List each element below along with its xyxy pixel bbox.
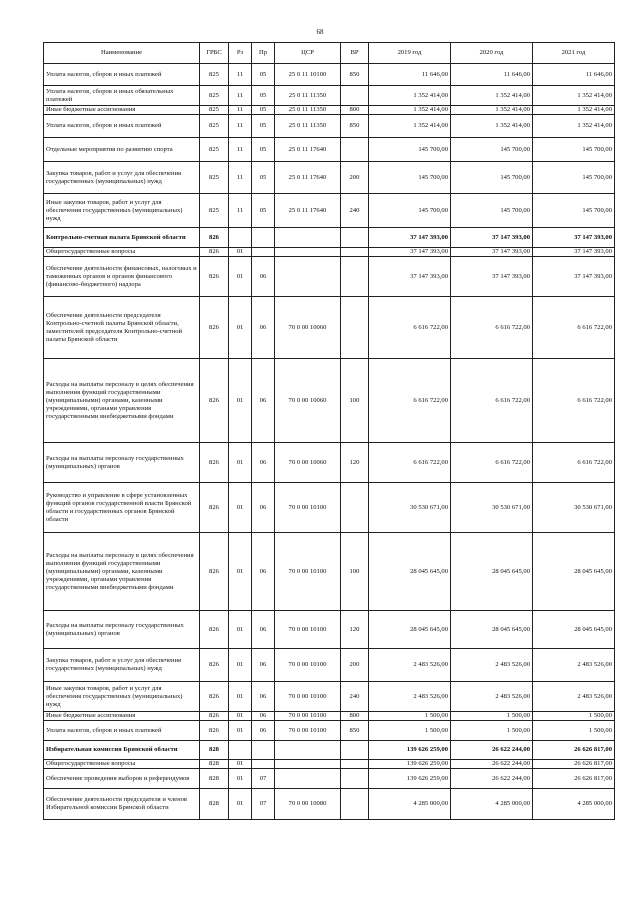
cell-grbs: 826 (200, 712, 229, 721)
cell-2019: 139 626 259,00 (369, 769, 451, 789)
cell-2020: 28 045 645,00 (451, 611, 533, 649)
cell-pr: 06 (252, 682, 275, 712)
cell-csr: 25 0 11 17640 (275, 162, 341, 194)
table-row (44, 138, 615, 162)
cell-vr (341, 483, 369, 533)
header-rz: Рз (229, 43, 252, 64)
cell-name: Уплата налогов, сборов и иных платежей (44, 115, 200, 138)
cell-2020: 1 352 414,00 (451, 106, 533, 115)
cell-2019: 30 530 671,00 (369, 483, 451, 533)
table-row (44, 789, 615, 820)
cell-2021: 37 147 393,00 (533, 257, 615, 297)
cell-name: Расходы на выплаты персоналу государственных (муниципальных) органов (44, 611, 200, 649)
cell-vr (341, 86, 369, 106)
cell-grbs: 826 (200, 533, 229, 611)
cell-2021: 37 147 393,00 (533, 228, 615, 248)
cell-pr (252, 760, 275, 769)
table-row (44, 712, 615, 721)
cell-2019: 1 352 414,00 (369, 115, 451, 138)
cell-rz: 01 (229, 649, 252, 682)
cell-name: Отдельные мероприятия по развитию спорта (44, 138, 200, 162)
cell-name: Уплата налогов, сборов и иных обязательных платежей (44, 86, 200, 106)
cell-2021: 26 626 817,00 (533, 760, 615, 769)
cell-csr: 25 0 11 11350 (275, 115, 341, 138)
cell-rz: 01 (229, 789, 252, 820)
cell-name: Контрольно-счетная палата Брянской области (44, 228, 200, 248)
cell-vr: 120 (341, 443, 369, 483)
table-body (44, 64, 615, 820)
cell-name: Иные бюджетные ассигнования (44, 712, 200, 721)
cell-rz: 01 (229, 359, 252, 443)
cell-vr: 100 (341, 533, 369, 611)
table-row (44, 248, 615, 257)
table-row (44, 483, 615, 533)
cell-rz: 01 (229, 760, 252, 769)
cell-rz: 11 (229, 115, 252, 138)
cell-grbs: 826 (200, 611, 229, 649)
cell-pr: 06 (252, 483, 275, 533)
cell-pr: 06 (252, 359, 275, 443)
cell-2020: 145 700,00 (451, 138, 533, 162)
cell-pr: 06 (252, 297, 275, 359)
cell-grbs: 828 (200, 741, 229, 760)
cell-name: Обеспечение деятельности председателя Контрольно-счетной палаты Брянской области, заместителей председателя Контрольно-счетной палаты Брянской области (44, 297, 200, 359)
cell-2021: 26 626 817,00 (533, 769, 615, 789)
table-row (44, 359, 615, 443)
cell-vr: 850 (341, 64, 369, 86)
cell-csr: 25 0 11 17640 (275, 194, 341, 228)
cell-csr: 70 0 00 10100 (275, 712, 341, 721)
table-row (44, 611, 615, 649)
cell-2019: 1 352 414,00 (369, 86, 451, 106)
cell-2021: 145 700,00 (533, 162, 615, 194)
cell-csr (275, 769, 341, 789)
cell-csr (275, 228, 341, 248)
cell-name: Расходы на выплаты персоналу в целях обеспечения выполнения функций государственными (муниципальными) органами, казенными учреждениями, органами управления государственными внебюджетными фондами (44, 533, 200, 611)
header-pr: Пр (252, 43, 275, 64)
cell-2020: 26 622 244,00 (451, 760, 533, 769)
cell-rz: 01 (229, 721, 252, 741)
cell-vr (341, 297, 369, 359)
cell-2020: 2 483 526,00 (451, 649, 533, 682)
cell-name: Обеспечение деятельности финансовых, налоговых и таможенных органов и органов финансового (финансово-бюджетного) надзора (44, 257, 200, 297)
cell-2019: 6 616 722,00 (369, 443, 451, 483)
cell-pr: 05 (252, 106, 275, 115)
cell-name: Иные закупки товаров, работ и услуг для обеспечения государственных (муниципальных) нужд (44, 194, 200, 228)
cell-csr (275, 760, 341, 769)
cell-csr: 70 0 00 10100 (275, 611, 341, 649)
cell-2020: 1 352 414,00 (451, 86, 533, 106)
cell-2020: 1 352 414,00 (451, 115, 533, 138)
cell-vr: 120 (341, 611, 369, 649)
cell-2021: 1 352 414,00 (533, 115, 615, 138)
cell-vr: 800 (341, 712, 369, 721)
table-row (44, 649, 615, 682)
header-2020: 2020 год (451, 43, 533, 64)
header-2019: 2019 год (369, 43, 451, 64)
cell-2020: 11 646,00 (451, 64, 533, 86)
cell-csr (275, 257, 341, 297)
cell-grbs: 828 (200, 760, 229, 769)
cell-2021: 2 483 526,00 (533, 682, 615, 712)
cell-grbs: 825 (200, 138, 229, 162)
cell-2020: 145 700,00 (451, 162, 533, 194)
cell-vr: 200 (341, 162, 369, 194)
cell-rz: 01 (229, 248, 252, 257)
cell-2021: 30 530 671,00 (533, 483, 615, 533)
cell-2019: 28 045 645,00 (369, 533, 451, 611)
cell-pr: 06 (252, 611, 275, 649)
cell-2021: 145 700,00 (533, 194, 615, 228)
cell-grbs: 828 (200, 789, 229, 820)
cell-rz: 01 (229, 443, 252, 483)
cell-pr: 05 (252, 115, 275, 138)
cell-2019: 6 616 722,00 (369, 297, 451, 359)
cell-pr (252, 228, 275, 248)
cell-2021: 2 483 526,00 (533, 649, 615, 682)
cell-2020: 37 147 393,00 (451, 257, 533, 297)
table-row (44, 769, 615, 789)
cell-csr: 70 0 00 10100 (275, 483, 341, 533)
cell-rz: 11 (229, 138, 252, 162)
cell-2019: 2 483 526,00 (369, 682, 451, 712)
cell-rz: 01 (229, 682, 252, 712)
cell-name: Закупка товаров, работ и услуг для обеспечения государственных (муниципальных) нужд (44, 649, 200, 682)
cell-2021: 37 147 393,00 (533, 248, 615, 257)
cell-grbs: 826 (200, 297, 229, 359)
cell-csr: 70 0 00 10060 (275, 297, 341, 359)
cell-name: Руководство и управление в сфере установленных функций органов государственной власти Брянской области и государственных органов Брянской области (44, 483, 200, 533)
cell-name: Избирательная комиссия Брянской области (44, 741, 200, 760)
cell-vr: 100 (341, 359, 369, 443)
cell-2020: 37 147 393,00 (451, 248, 533, 257)
cell-vr: 240 (341, 194, 369, 228)
cell-grbs: 826 (200, 483, 229, 533)
table-row (44, 741, 615, 760)
cell-pr: 07 (252, 789, 275, 820)
cell-2019: 37 147 393,00 (369, 257, 451, 297)
cell-rz: 11 (229, 194, 252, 228)
cell-rz: 01 (229, 257, 252, 297)
cell-pr: 06 (252, 257, 275, 297)
cell-2021: 6 616 722,00 (533, 443, 615, 483)
cell-2020: 2 483 526,00 (451, 682, 533, 712)
table-row (44, 115, 615, 138)
cell-grbs: 826 (200, 443, 229, 483)
cell-2021: 11 646,00 (533, 64, 615, 86)
cell-name: Обеспечение деятельности председателя и членов Избирательной комиссии Брянской области (44, 789, 200, 820)
cell-2021: 28 045 645,00 (533, 611, 615, 649)
cell-grbs: 826 (200, 721, 229, 741)
cell-name: Закупка товаров, работ и услуг для обеспечения государственных (муниципальных) нужд (44, 162, 200, 194)
cell-2019: 1 500,00 (369, 712, 451, 721)
cell-csr: 70 0 00 10100 (275, 533, 341, 611)
cell-rz (229, 228, 252, 248)
table-row (44, 682, 615, 712)
cell-vr: 200 (341, 649, 369, 682)
cell-2020: 6 616 722,00 (451, 443, 533, 483)
cell-vr (341, 257, 369, 297)
cell-grbs: 826 (200, 649, 229, 682)
cell-2019: 145 700,00 (369, 194, 451, 228)
cell-2020: 26 622 244,00 (451, 769, 533, 789)
header-2021: 2021 год (533, 43, 615, 64)
cell-rz (229, 741, 252, 760)
cell-rz: 11 (229, 64, 252, 86)
table-header (44, 43, 615, 64)
cell-csr: 70 0 00 10100 (275, 721, 341, 741)
cell-csr: 70 0 00 10060 (275, 359, 341, 443)
cell-grbs: 826 (200, 257, 229, 297)
budget-table (43, 42, 615, 820)
cell-grbs: 826 (200, 359, 229, 443)
cell-grbs: 828 (200, 769, 229, 789)
cell-name: Общегосударственные вопросы (44, 248, 200, 257)
cell-rz: 11 (229, 106, 252, 115)
table-row (44, 64, 615, 86)
cell-2021: 1 352 414,00 (533, 86, 615, 106)
cell-2020: 30 530 671,00 (451, 483, 533, 533)
cell-name: Общегосударственные вопросы (44, 760, 200, 769)
cell-pr: 05 (252, 194, 275, 228)
page-number: 68 (316, 28, 324, 36)
table-row (44, 162, 615, 194)
cell-2019: 139 626 259,00 (369, 760, 451, 769)
header-csr: ЦСР (275, 43, 341, 64)
cell-csr: 70 0 00 10100 (275, 649, 341, 682)
table-row (44, 760, 615, 769)
cell-pr (252, 248, 275, 257)
cell-grbs: 825 (200, 194, 229, 228)
table-row (44, 533, 615, 611)
cell-grbs: 826 (200, 248, 229, 257)
header-vr: ВР (341, 43, 369, 64)
cell-vr (341, 769, 369, 789)
cell-2019: 1 500,00 (369, 721, 451, 741)
cell-csr: 25 0 11 11350 (275, 106, 341, 115)
cell-2021: 1 500,00 (533, 721, 615, 741)
cell-pr: 05 (252, 162, 275, 194)
cell-rz: 01 (229, 769, 252, 789)
cell-2019: 37 147 393,00 (369, 248, 451, 257)
cell-rz: 11 (229, 86, 252, 106)
cell-2019: 1 352 414,00 (369, 106, 451, 115)
cell-2020: 1 500,00 (451, 721, 533, 741)
cell-csr: 70 0 00 10060 (275, 443, 341, 483)
cell-pr: 06 (252, 443, 275, 483)
cell-2020: 145 700,00 (451, 194, 533, 228)
cell-csr (275, 741, 341, 760)
table-row (44, 443, 615, 483)
cell-pr: 05 (252, 64, 275, 86)
cell-2021: 6 616 722,00 (533, 359, 615, 443)
cell-vr (341, 228, 369, 248)
cell-grbs: 825 (200, 64, 229, 86)
cell-2021: 28 045 645,00 (533, 533, 615, 611)
cell-2020: 4 285 000,00 (451, 789, 533, 820)
cell-2020: 28 045 645,00 (451, 533, 533, 611)
cell-pr: 05 (252, 138, 275, 162)
cell-pr: 06 (252, 721, 275, 741)
cell-csr: 25 0 11 10100 (275, 64, 341, 86)
cell-rz: 01 (229, 611, 252, 649)
cell-vr: 850 (341, 115, 369, 138)
cell-csr: 25 0 11 17640 (275, 138, 341, 162)
cell-vr: 800 (341, 106, 369, 115)
cell-vr (341, 248, 369, 257)
cell-grbs: 825 (200, 115, 229, 138)
cell-2020: 37 147 393,00 (451, 228, 533, 248)
cell-csr: 25 0 11 11350 (275, 86, 341, 106)
header-row (44, 43, 615, 64)
cell-grbs: 825 (200, 162, 229, 194)
cell-2020: 1 500,00 (451, 712, 533, 721)
cell-grbs: 826 (200, 228, 229, 248)
cell-name: Расходы на выплаты персоналу в целях обеспечения выполнения функций государственными (муниципальными) органами, казенными учреждениями, органами управления государственными внебюджетными фондами (44, 359, 200, 443)
cell-vr (341, 741, 369, 760)
cell-vr (341, 138, 369, 162)
cell-2021: 4 285 000,00 (533, 789, 615, 820)
cell-2020: 26 622 244,00 (451, 741, 533, 760)
cell-2021: 1 352 414,00 (533, 106, 615, 115)
cell-2019: 4 285 000,00 (369, 789, 451, 820)
cell-grbs: 826 (200, 682, 229, 712)
cell-2021: 6 616 722,00 (533, 297, 615, 359)
table-row (44, 228, 615, 248)
cell-vr (341, 760, 369, 769)
cell-name: Уплата налогов, сборов и иных платежей (44, 721, 200, 741)
cell-rz: 01 (229, 483, 252, 533)
cell-name: Расходы на выплаты персоналу государственных (муниципальных) органов (44, 443, 200, 483)
cell-2019: 139 626 259,00 (369, 741, 451, 760)
cell-2020: 6 616 722,00 (451, 359, 533, 443)
cell-pr: 06 (252, 649, 275, 682)
cell-2020: 6 616 722,00 (451, 297, 533, 359)
cell-2019: 28 045 645,00 (369, 611, 451, 649)
cell-vr: 240 (341, 682, 369, 712)
cell-pr: 06 (252, 712, 275, 721)
cell-pr (252, 741, 275, 760)
table-row (44, 297, 615, 359)
cell-name: Обеспечение проведения выборов и референдумов (44, 769, 200, 789)
cell-2021: 26 626 817,00 (533, 741, 615, 760)
cell-2019: 145 700,00 (369, 162, 451, 194)
cell-csr (275, 248, 341, 257)
cell-2021: 1 500,00 (533, 712, 615, 721)
table-row (44, 194, 615, 228)
cell-2021: 145 700,00 (533, 138, 615, 162)
table-row (44, 86, 615, 106)
cell-rz: 01 (229, 297, 252, 359)
cell-vr: 850 (341, 721, 369, 741)
table-row (44, 106, 615, 115)
header-grbs: ГРБС (200, 43, 229, 64)
cell-rz: 11 (229, 162, 252, 194)
cell-grbs: 825 (200, 86, 229, 106)
cell-grbs: 825 (200, 106, 229, 115)
cell-pr: 07 (252, 769, 275, 789)
header-name: Наименование (44, 43, 200, 64)
table-row (44, 721, 615, 741)
cell-name: Иные закупки товаров, работ и услуг для обеспечения государственных (муниципальных) нужд (44, 682, 200, 712)
cell-2019: 145 700,00 (369, 138, 451, 162)
cell-csr: 70 0 00 10080 (275, 789, 341, 820)
cell-2019: 6 616 722,00 (369, 359, 451, 443)
cell-2019: 2 483 526,00 (369, 649, 451, 682)
cell-2019: 11 646,00 (369, 64, 451, 86)
cell-name: Иные бюджетные ассигнования (44, 106, 200, 115)
cell-rz: 01 (229, 712, 252, 721)
cell-vr (341, 789, 369, 820)
cell-name: Уплата налогов, сборов и иных платежей (44, 64, 200, 86)
table-row (44, 257, 615, 297)
cell-csr: 70 0 00 10100 (275, 682, 341, 712)
cell-pr: 06 (252, 533, 275, 611)
cell-2019: 37 147 393,00 (369, 228, 451, 248)
cell-pr: 05 (252, 86, 275, 106)
cell-rz: 01 (229, 533, 252, 611)
